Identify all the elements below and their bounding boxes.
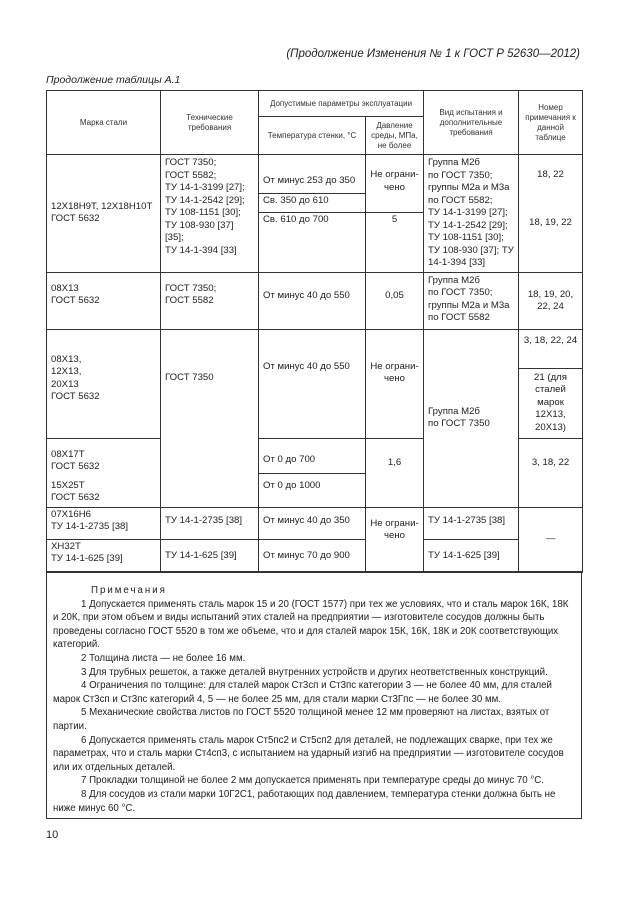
temp-line: Св. 610 до 700 bbox=[259, 212, 365, 268]
note-item: 3 Для трубных решеток, а также деталей внутренних устройств и других неответственных конструкций. bbox=[81, 666, 548, 678]
cell-pressure: Не ограни-чено bbox=[366, 329, 424, 438]
table-row bbox=[47, 539, 583, 572]
grade-line: 08Х13, bbox=[51, 353, 82, 365]
notes-block bbox=[46, 571, 582, 819]
notes-line: 18, 22 bbox=[537, 169, 564, 180]
grade-line: ХН32Т bbox=[51, 540, 81, 552]
cell-test: ТУ 14-1-2735 [38] bbox=[424, 507, 519, 539]
test-line: ТУ 14-1-3199 [27]; bbox=[428, 207, 508, 218]
cell-tech bbox=[161, 272, 259, 329]
test-line: по ГОСТ 7350; bbox=[428, 287, 493, 298]
cell-tech bbox=[161, 155, 259, 273]
grade-line: ТУ 14-1-2735 [38] bbox=[51, 521, 129, 532]
header-pressure: Давление среды, МПа, не более bbox=[366, 117, 424, 155]
grade-line: ГОСТ 5632 bbox=[51, 461, 100, 472]
cell-temp bbox=[259, 438, 366, 507]
tech-line: ГОСТ 7350; bbox=[165, 157, 217, 168]
page-header: (Продолжение Изменения № 1 к ГОСТ Р 52630—2012) bbox=[286, 48, 580, 60]
cell-tech: ТУ 14-1-625 [39] bbox=[161, 539, 259, 572]
header-allowed-params: Допустимые параметры эксплуатации bbox=[259, 91, 424, 117]
temp-line: От 0 до 1000 bbox=[259, 473, 365, 507]
cell-notes bbox=[519, 329, 583, 438]
notes-line: 18, 19, 22 bbox=[529, 217, 572, 228]
cell-temp: От минус 40 до 550 bbox=[259, 272, 366, 329]
cell-temp bbox=[259, 155, 366, 273]
cell-notes: 3, 18, 22 bbox=[519, 438, 583, 507]
note-item: 8 Для сосудов из стали марки 10Г2С1, работающих под давлением, температура стенки должна быть не ниже минус 60 °С. bbox=[53, 788, 556, 814]
test-line: Группа М2б bbox=[428, 274, 480, 286]
test-line: 14-1-394 [33] bbox=[428, 257, 486, 268]
page-number: 10 bbox=[46, 829, 59, 841]
notes-title: Примечания bbox=[91, 585, 167, 596]
cell-temp: От минус 40 до 550 bbox=[259, 329, 366, 438]
table-row bbox=[47, 272, 583, 329]
tech-line: ГОСТ 5582 bbox=[165, 295, 214, 306]
table-row bbox=[47, 507, 583, 539]
cell-test bbox=[424, 329, 519, 507]
grade-line: ТУ 14-1-625 [39] bbox=[51, 553, 123, 564]
cell-grade bbox=[47, 438, 161, 507]
test-line: группы М2а и М3а bbox=[428, 299, 510, 311]
cell-grade bbox=[47, 329, 161, 438]
note-item: 4 Ограничения по толщине: для сталей марок Ст3сп и Ст3пс категории 3 — не более 40 мм, для сталей марок Ст3сп и Ст3пс категорий 4, 5 — не более 25 мм, для стали марки Ст3Гпс — не более 30 мм. bbox=[53, 680, 552, 705]
tech-line: ГОСТ 5582; bbox=[165, 169, 217, 181]
cell-grade bbox=[47, 507, 161, 539]
cell-notes: 18, 19, 20, 22, 24 bbox=[519, 272, 583, 329]
tech-line: ТУ 14-1-2542 [29]; bbox=[165, 194, 245, 206]
steel-table bbox=[46, 90, 583, 573]
test-line: по ГОСТ 5582 bbox=[428, 312, 490, 323]
note-item: 6 Допускается применять сталь марок Ст5пс2 и Ст5сп2 для деталей, не подлежащих сварке, при тех же параметрах, что и сталь марки Ст4сп3, с испытанием на ударный изгиб на предприятии — изготовителе сосудов или их отдельных деталей. bbox=[53, 734, 564, 773]
grade-line: 08Х13 bbox=[51, 282, 79, 294]
grade-line: ГОСТ 5632 bbox=[51, 391, 100, 402]
temp-line: Св. 350 до 610 bbox=[259, 193, 365, 212]
grade-line: 20Х13 bbox=[51, 378, 79, 390]
test-line: по ГОСТ 7350; bbox=[428, 169, 493, 181]
note-item: 1 Допускается применять сталь марок 15 и 20 (ГОСТ 1577) при тех же условиях, что и сталь марок 16К, 18К и 20К, при этом объем и виды испытаний этих сталей на предприятии — изготовителе сосудов должны быть проведены согласно ГОСТ 5520 в том же объеме, что и для сталей марок 15К, 16К, 18К и 20К соответствующих категорий. bbox=[53, 598, 569, 651]
notes-line: 21 (для сталей марок 12Х13, 20Х13) bbox=[519, 368, 582, 438]
cell-pressure bbox=[366, 155, 424, 273]
cell-grade: 12Х18Н9Т, 12Х18Н10Т ГОСТ 5632 bbox=[47, 155, 161, 273]
cell-test bbox=[424, 272, 519, 329]
cell-test: ТУ 14-1-625 [39] bbox=[424, 539, 519, 572]
pressure-line: Не ограни-чено bbox=[370, 169, 419, 193]
grade-group bbox=[47, 439, 160, 480]
tech-line: ТУ 108-930 [37] [35]; bbox=[165, 219, 234, 243]
cell-grade bbox=[47, 272, 161, 329]
tech-line: ГОСТ 7350; bbox=[165, 282, 217, 294]
header-test-type: Вид испытания и дополнительные требования bbox=[424, 91, 519, 155]
grade-line: 15Х25Т bbox=[51, 479, 85, 491]
test-line: ТУ 14-1-2542 [29]; bbox=[428, 219, 508, 231]
pressure-line: 5 bbox=[366, 212, 423, 268]
test-line: ТУ 108-1151 [30]; bbox=[428, 232, 504, 243]
test-line: по ГОСТ 7350 bbox=[428, 418, 490, 429]
test-line: Группа М2б bbox=[428, 157, 480, 168]
temp-line: От минус 253 до 350 bbox=[263, 175, 356, 186]
cell-test bbox=[424, 155, 519, 273]
note-item: 5 Механические свойства листов по ГОСТ 5520 толщиной менее 12 мм проверяют на листах, взятых от партии. bbox=[53, 707, 550, 732]
cell-notes: — bbox=[519, 507, 583, 572]
test-line: по ГОСТ 5582; bbox=[428, 194, 493, 206]
table-row bbox=[47, 155, 583, 273]
tech-line: ТУ 108-1151 [30]; bbox=[165, 207, 241, 218]
test-line: группы М2а и М3а bbox=[428, 182, 510, 193]
table-caption: Продолжение таблицы А.1 bbox=[46, 74, 181, 86]
cell-pressure: Не ограни-чено bbox=[366, 507, 424, 572]
test-line: Группа М2б bbox=[428, 405, 480, 417]
grade-line: 07Х16Н6 bbox=[51, 508, 92, 520]
grade-line: ГОСТ 5632 bbox=[51, 492, 100, 503]
grade-group bbox=[47, 480, 160, 507]
header-temperature: Температура стенки, °С bbox=[259, 117, 366, 155]
grade-line: 08Х17Т bbox=[51, 448, 85, 460]
cell-temp: От минус 70 до 900 bbox=[259, 539, 366, 572]
cell-tech: ТУ 14-1-2735 [38] bbox=[161, 507, 259, 539]
header-steel-grade: Марка стали bbox=[47, 91, 161, 155]
tech-line: ТУ 14-1-394 [33] bbox=[165, 244, 237, 256]
header-tech-requirements: Технические требования bbox=[161, 91, 259, 155]
grade-line: ГОСТ 5632 bbox=[51, 295, 100, 306]
cell-notes bbox=[519, 155, 583, 273]
table-row bbox=[47, 329, 583, 438]
cell-temp: От минус 40 до 350 bbox=[259, 507, 366, 539]
header-note-number: Номер примечания к данной таблице bbox=[519, 91, 583, 155]
notes-line: 3, 18, 22, 24 bbox=[523, 334, 578, 346]
cell-pressure: 1,6 bbox=[366, 438, 424, 507]
note-item: 7 Прокладки толщиной не более 2 мм допускается применять при температуре среды до минус 70 °С. bbox=[81, 775, 544, 787]
cell-grade bbox=[47, 539, 161, 572]
cell-tech: ГОСТ 7350 bbox=[161, 329, 259, 507]
grade-line: 12Х13, bbox=[51, 366, 82, 377]
note-item: 2 Толщина листа — не более 16 мм. bbox=[81, 652, 246, 664]
test-line: ТУ 108-930 [37]; ТУ bbox=[428, 244, 514, 256]
tech-line: ТУ 14-1-3199 [27]; bbox=[165, 182, 245, 193]
cell-pressure: 0,05 bbox=[366, 272, 424, 329]
temp-line: От 0 до 700 bbox=[263, 453, 316, 465]
